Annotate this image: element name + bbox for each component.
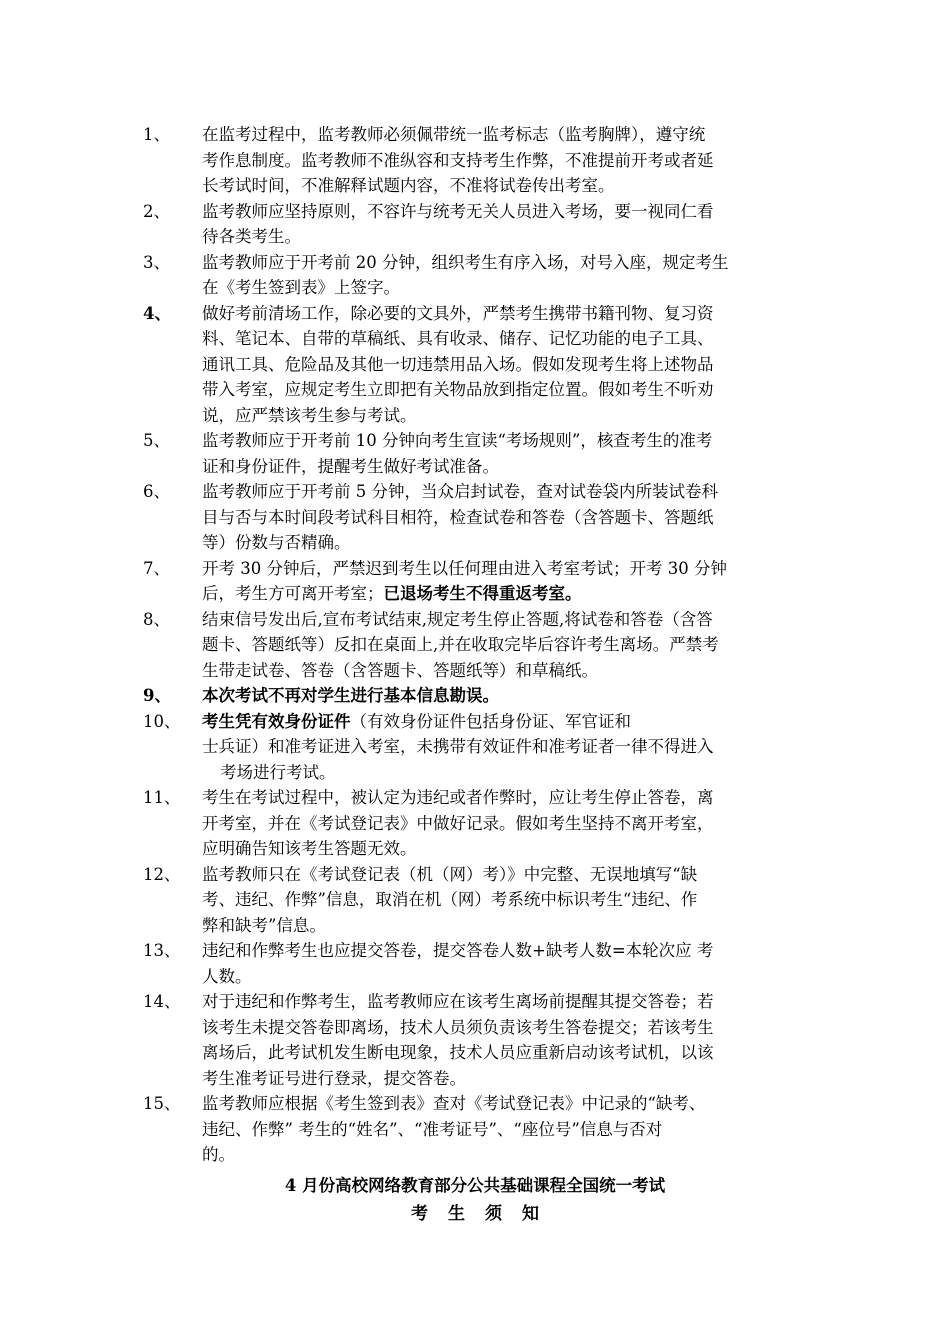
list-item-8 [0, 607, 950, 684]
text-line: 待各类考生。 [202, 227, 301, 246]
rules-list [0, 122, 950, 1168]
item-text [202, 122, 810, 199]
item-text [202, 607, 810, 684]
item-number: 2、 [143, 201, 170, 221]
text-line: 做好考前清场工作，除必要的文具外，严禁考生携带书籍刊物、复习资 [202, 303, 714, 323]
item-text [202, 479, 810, 556]
list-item-1 [0, 122, 950, 199]
item-number: 1、 [143, 125, 170, 144]
text-line: 本次考试不再对学生进行基本信息勘误。 [202, 686, 499, 705]
item-number: 8、 [143, 609, 170, 629]
item-number: 13、 [143, 941, 181, 960]
item-text [202, 683, 810, 709]
list-item-5 [0, 428, 950, 479]
text-line: 考、违纪、作弊”信息，取消在机（网）考系统中标识考生“违纪、作 [202, 890, 698, 909]
text-normal: 后，考生方可离开考室； [202, 584, 384, 603]
item-number: 6、 [143, 482, 170, 501]
item-number: 10、 [143, 711, 181, 731]
section-subtitle: 考生须知 [411, 1204, 559, 1224]
item-text [202, 199, 810, 250]
item-number: 7、 [143, 558, 170, 578]
list-item-7 [0, 556, 950, 607]
list-item-12 [0, 862, 950, 939]
text-line: 结束信号发出后,宣布考试结束,规定考生停止答题,将试卷和答卷（含答 [202, 609, 713, 629]
text-line: 考作息制度。监考教师不准纵容和支持考生作弊，不准提前开考或者延 [202, 150, 714, 170]
text-line [202, 709, 810, 735]
text-line: 应明确告知该考生答题无效。 [202, 839, 417, 858]
text-line: 监考教师应于开考前 10 分钟向考生宣读“考场规则”，核查考生的准考 [202, 431, 713, 450]
item-text [202, 989, 810, 1091]
text-line: 题卡、答题纸等）反扣在桌面上,并在收取完毕后容许考生离场。严禁考 [202, 635, 719, 654]
text-line: 监考教师应根据《考生签到表》查对《考试登记表》中记录的“缺考、 [202, 1094, 706, 1113]
text-line [202, 581, 810, 607]
item-text [202, 1091, 810, 1168]
text-line: 开考室，并在《考试登记表》中做好记录。假如考生坚持不离开考室， [202, 813, 714, 833]
list-item-14 [0, 989, 950, 1091]
list-item-3 [0, 250, 950, 301]
item-text [202, 250, 810, 301]
list-item-4 [0, 301, 950, 429]
item-text [202, 428, 810, 479]
item-text [202, 862, 810, 939]
list-item-6 [0, 479, 950, 556]
text-line: 证和身份证件，提醒考生做好考试准备。 [202, 456, 499, 476]
text-line: 考场进行考试。 [220, 762, 336, 782]
item-text [202, 709, 810, 786]
item-number: 15、 [143, 1094, 181, 1113]
item-number: 9、 [143, 686, 171, 705]
text-line: 监考教师应坚持原则，不容许与统考无关人员进入考场，要一视同仁看 [202, 201, 714, 221]
text-line: 监考教师应于开考前 5 分钟，当众启封试卷，查对试卷袋内所装试卷科 [202, 482, 718, 501]
text-line: 通讯工具、危险品及其他一切违禁用品入场。假如发现考生将上述物品 [202, 354, 714, 374]
text-normal: （有效身份证件包括身份证、军官证和 [350, 711, 631, 731]
text-line: 离场后，此考试机发生断电现象，技术人员应重新启动该考试机，以该 [202, 1043, 714, 1062]
text-emphasis: 已退场考生不得重返考室。 [383, 584, 582, 603]
text-line: 带入考室，应规定考生立即把有关物品放到指定位置。假如考生不听劝 [202, 380, 714, 399]
text-line: 等）份数与否精确。 [202, 533, 351, 552]
list-item-13 [0, 938, 950, 989]
text-line: 长考试时间，不准解释试题内容，不准将试卷传出考室。 [202, 176, 615, 195]
list-item-11 [0, 785, 950, 862]
text-line: 在监考过程中，监考教师必须佩带统一监考标志（监考胸牌），遵守统 [202, 125, 706, 144]
item-number: 5、 [143, 431, 170, 450]
text-line: 违纪和作弊考生也应提交答卷，提交答卷人数+缺考人数=本轮次应 考 [202, 941, 714, 960]
text-line: 监考教师应于开考前 20 分钟，组织考生有序入场，对号入座，规定考生 [202, 252, 729, 272]
text-line: 的。 [202, 1145, 235, 1164]
list-item-9 [0, 683, 950, 709]
text-line: 违纪、作弊” 考生的“姓名”、“准考证号”、“座位号”信息与否对 [202, 1119, 663, 1139]
text-line: 监考教师只在《考试登记表（机（网）考）》中完整、无误地填写“缺 [202, 864, 698, 884]
item-text [202, 785, 810, 862]
text-line: 生带走试卷、答卷（含答题卡、答题纸等）和草稿纸。 [202, 660, 598, 680]
list-item-15 [0, 1091, 950, 1168]
item-number: 12、 [143, 864, 181, 884]
text-line: 人数。 [202, 966, 252, 986]
item-number: 14、 [143, 992, 181, 1011]
text-emphasis: 考生凭有效身份证件 [202, 711, 351, 731]
text-line: 开考 30 分钟后，严禁迟到考生以任何理由进入考室考试；开考 30 分钟 [202, 558, 727, 578]
item-number: 4、 [143, 303, 171, 323]
text-line: 在《考生签到表》上签字。 [202, 278, 400, 297]
text-line: 士兵证）和准考证进入考室，未携带有效证件和准考证者一律不得进入 [202, 737, 714, 756]
item-text [202, 301, 810, 429]
item-number: 3、 [143, 252, 170, 272]
item-text [202, 556, 810, 607]
text-line: 目与否与本时间段考试科目相符，检查试卷和答卷（含答题卡、答题纸 [202, 507, 714, 527]
list-item-10 [0, 709, 950, 786]
text-line: 对于违纪和作弊考生，监考教师应在该考生离场前提醒其提交答卷；若 [202, 992, 714, 1011]
text-line: 考生在考试过程中，被认定为违纪或者作弊时，应让考生停止答卷，离 [202, 788, 714, 807]
section-title: 4 月份高校网络教育部分公共基础课程全国统一考试 [284, 1176, 666, 1195]
list-item-2 [0, 199, 950, 250]
text-line: 说，应严禁该考生参与考试。 [202, 405, 417, 425]
text-line: 考生准考证号进行登录，提交答卷。 [202, 1068, 466, 1088]
item-number: 11、 [143, 788, 181, 807]
text-line: 料、笔记本、自带的草稿纸、具有收录、储存、记忆功能的电子工具、 [202, 329, 714, 348]
text-line: 弊和缺考”信息。 [202, 915, 326, 935]
text-line: 该考生未提交答卷即离场，技术人员须负责该考生答卷提交；若该考生 [202, 1017, 714, 1037]
item-text [202, 938, 810, 989]
